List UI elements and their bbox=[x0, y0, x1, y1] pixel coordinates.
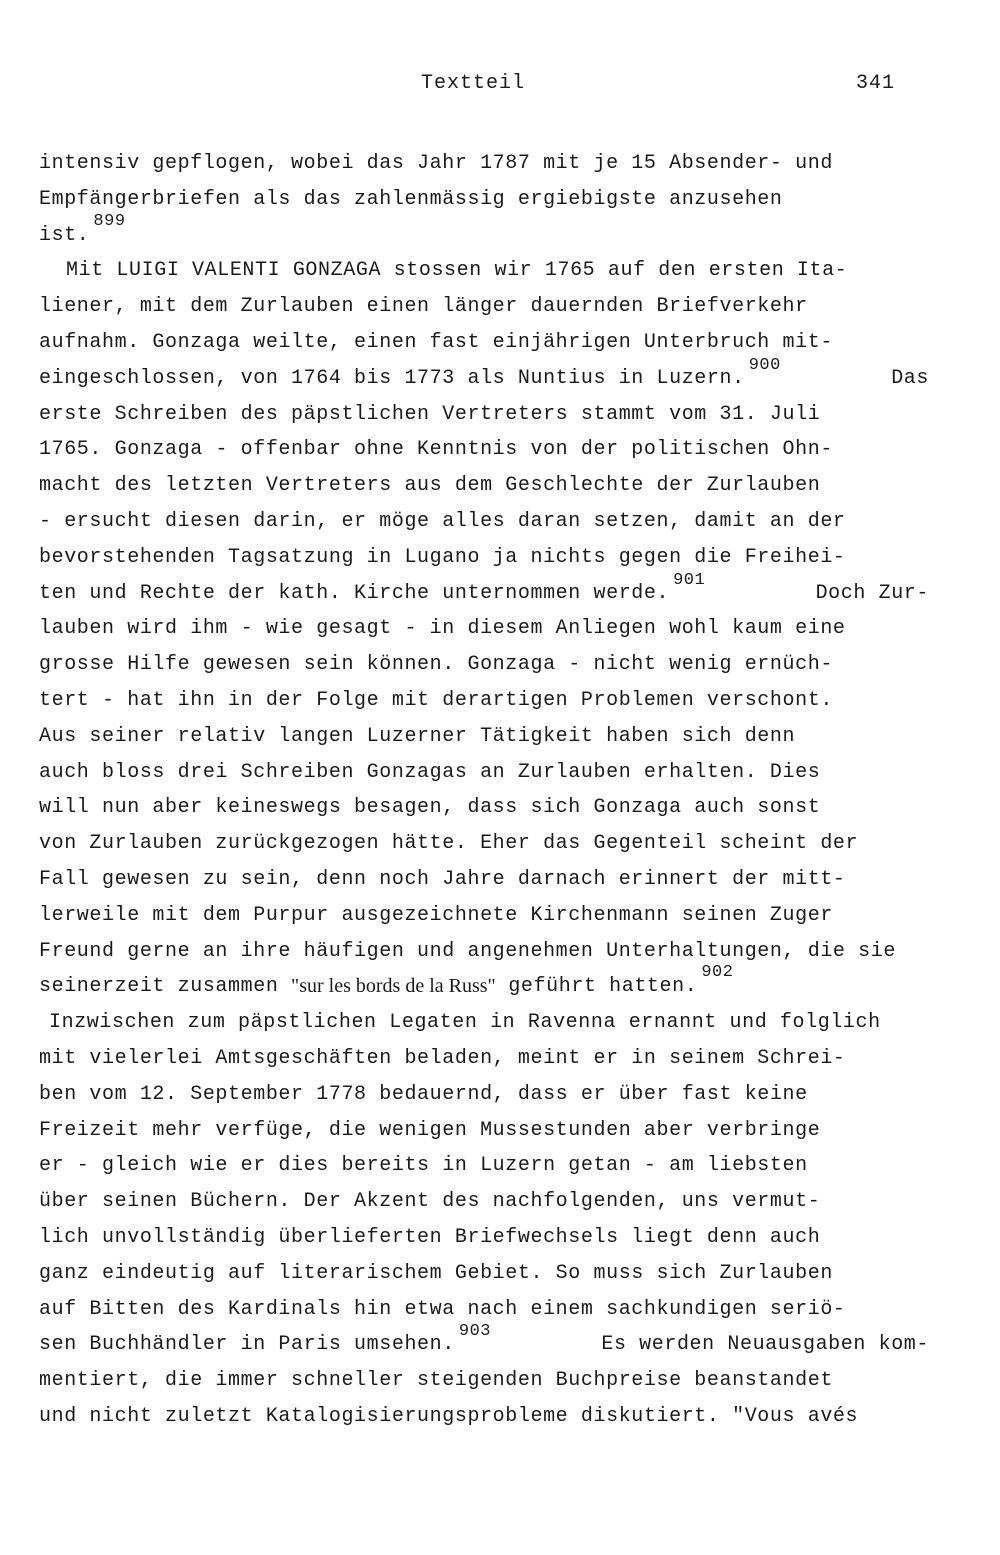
text-line: tert - hat ihn in der Folge mit derartigen Problemen verschont. bbox=[39, 688, 833, 712]
text-line: Fall gewesen zu sein, denn noch Jahre darnach erinnert der mitt- bbox=[39, 867, 846, 891]
text-line: er - gleich wie er dies bereits in Luzern getan - am liebsten bbox=[39, 1154, 808, 1178]
text-line: 1765. Gonzaga - offenbar ohne Kenntnis von der politischen Ohn- bbox=[39, 438, 833, 462]
text-line: Empfängerbriefen als das zahlenmässig ergiebigste anzusehen bbox=[39, 187, 783, 211]
footnote-marker: 902 bbox=[701, 963, 734, 983]
text-line: über seinen Büchern. Der Akzent des nachfolgenden, uns vermut- bbox=[39, 1190, 821, 1214]
text-line: seinerzeit zusammen "sur les bords de la Russ" geführt hatten. $^{902}$ bbox=[39, 969, 929, 1005]
text-line: grosse Hilfe gewesen sein können. Gonzaga - nicht wenig ernüch- bbox=[39, 653, 833, 677]
text-line: bevorstehenden Tagsatzung in Lugano ja nichts gegen die Freihei- bbox=[39, 545, 846, 569]
page-number: 341 bbox=[856, 72, 896, 95]
text-line: Freund gerne an ihre häufigen und angenehmen Unterhaltungen, die sie bbox=[39, 939, 896, 963]
text-line: eingeschlossen, von 1764 bis 1773 als Nuntius in Luzern.$^{900}$ Das bbox=[39, 355, 929, 390]
text-line: macht des letzten Vertreters aus dem Geschlechte der Zurlauben bbox=[39, 474, 821, 498]
text-line: Freizeit mehr verfüge, die wenigen Mussestunden aber verbringe bbox=[39, 1118, 821, 1142]
text-line: intensiv gepflogen, wobei das Jahr 1787 mit je 15 Absender- und bbox=[39, 152, 833, 175]
running-head bbox=[0, 72, 1000, 102]
text-line: erste Schreiben des päpstlichen Vertreters stammt vom 31. Juli bbox=[39, 402, 821, 426]
text-line: von Zurlauben zurückgezogen hätte. Eher das Gegenteil scheint der bbox=[39, 832, 859, 856]
text-line: ben vom 12. September 1778 bedauernd, dass er über fast keine bbox=[39, 1082, 808, 1106]
text-line: aufnahm. Gonzaga weilte, einen fast einjährigen Unterbruch mit- bbox=[39, 330, 833, 354]
text-line: und nicht zuletzt Katalogisierungsprobleme diskutiert. "Vous avés bbox=[39, 1404, 859, 1428]
text-line: lerweile mit dem Purpur ausgezeichnete Kirchenmann seinen Zuger bbox=[39, 903, 833, 927]
footnote-marker: 900 bbox=[748, 355, 781, 375]
text-line: mit vielerlei Amtsgeschäften beladen, meint er in seinem Schrei- bbox=[39, 1046, 846, 1070]
text-line: mentiert, die immer schneller steigenden Buchpreise beanstandet bbox=[39, 1369, 833, 1393]
paragraph-start-line: Inzwischen zum päpstlichen Legaten in Ravenna ernannt und folglich bbox=[49, 1011, 881, 1035]
footnote-marker: 901 bbox=[673, 570, 706, 590]
running-head-title: Textteil bbox=[421, 72, 526, 95]
text-line: auch bloss drei Schreiben Gonzagas an Zurlauben erhalten. Dies bbox=[39, 760, 821, 784]
footnote-marker: 899 bbox=[93, 211, 126, 231]
text-line: will nun aber keineswegs besagen, dass sich Gonzaga auch sonst bbox=[39, 796, 821, 820]
text-line: ist. $^{899}$ bbox=[39, 218, 929, 254]
text-line: ganz eindeutig auf literarischem Gebiet. So muss sich Zurlauben bbox=[39, 1261, 833, 1285]
text-line: auf Bitten des Kardinals hin etwa nach einem sachkundigen seriö- bbox=[39, 1297, 846, 1321]
text-line: liener, mit dem Zurlauben einen länger dauernden Briefverkehr bbox=[39, 295, 808, 319]
text-line: lich unvollständig überlieferten Briefwechsels liegt denn auch bbox=[39, 1225, 821, 1249]
text-line: sen Buchhändler in Paris umsehen.$^{903}$ Es werden Neuausgaben kom- bbox=[39, 1322, 929, 1357]
text-line: - ersucht diesen darin, er möge alles daran setzen, damit an der bbox=[39, 509, 846, 533]
text-line: ten und Rechte der kath. Kirche unternommen werde.$^{901}$ Doch Zur- bbox=[39, 570, 929, 605]
quoted-phrase: "sur les bords de la Russ" bbox=[291, 975, 496, 998]
text-line: Aus seiner relativ langen Luzerner Tätigkeit haben sich denn bbox=[39, 724, 796, 748]
paragraph-start-line: Mit LUIGI VALENTI GONZAGA stossen wir 1765 auf den ersten Ita- bbox=[66, 259, 848, 283]
body-text bbox=[39, 146, 929, 1435]
footnote-marker: 903 bbox=[458, 1322, 491, 1342]
text-line: lauben wird ihm - wie gesagt - in diesem Anliegen wohl kaum eine bbox=[39, 617, 846, 641]
